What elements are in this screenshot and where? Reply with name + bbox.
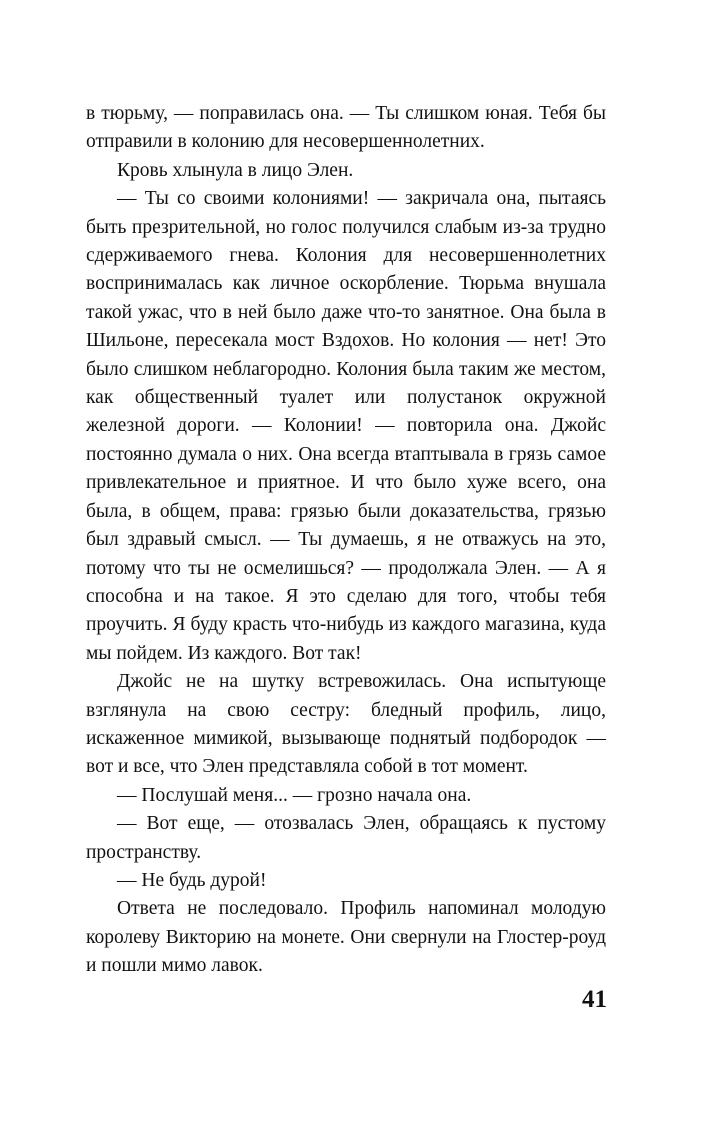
body-text <box>86 100 606 981</box>
paragraph: Кровь хлынула в лицо Элен. <box>117 159 354 181</box>
paragraph: — Ты со своими колониями! — закричала она, пытаясь быть презрительной, но голос получился слабым из-за трудно сдерживаемого гнева. Колония для несовершеннолетних воспринималась как личное оскорбление. Тюрьма внушала такой ужас, что в ней было даже что-то занятное. Она была в Шильоне, пересекала мост Вздохов. Но колония — нет! Это было слишком неблагородно. Колония была таким же местом, как общественный туалет или полустанок окружной железной дороги. — Колонии! — повторила она. Джойс постоянно думала о них. Она всегда втаптывала в грязь самое привлекательное и приятное. И что было хуже всего, она была, в общем, права: грязью были доказательства, грязью был здравый смысл. — Ты думаешь, я не отважусь на это, потому что ты не осмелишься? — продолжала Элен. — А я способна и на такое. Я это сделаю для того, чтобы тебя проучить. Я буду красть что-нибудь из каждого магазина, куда мы пойдем. Из каждого. Вот так! <box>86 188 606 664</box>
paragraph: Джойс не на шутку встревожилась. Она испытующе взглянула на свою сестру: бледный профиль, лицо, искаженное мимикой, вызывающе поднятый подбородок — вот и все, что Элен представляла собой в тот момент. <box>86 671 606 778</box>
page-number: 41 <box>582 986 607 1013</box>
paragraph: Ответа не последовало. Профиль напоминал молодую королеву Викторию на монете. Они свернули на Глостер-роуд и пошли мимо лавок. <box>86 898 606 977</box>
paragraph: — Вот еще, — отозвалась Элен, обращаясь к пустому пространству. <box>86 813 606 863</box>
paragraph: в тюрьму, — поправилась она. — Ты слишком юная. Тебя бы отправили в колонию для несовершеннолетних. <box>86 103 606 153</box>
paragraph: — Послушай меня... — грозно начала она. <box>117 784 472 806</box>
paragraph: — Не будь дурой! <box>117 869 267 891</box>
